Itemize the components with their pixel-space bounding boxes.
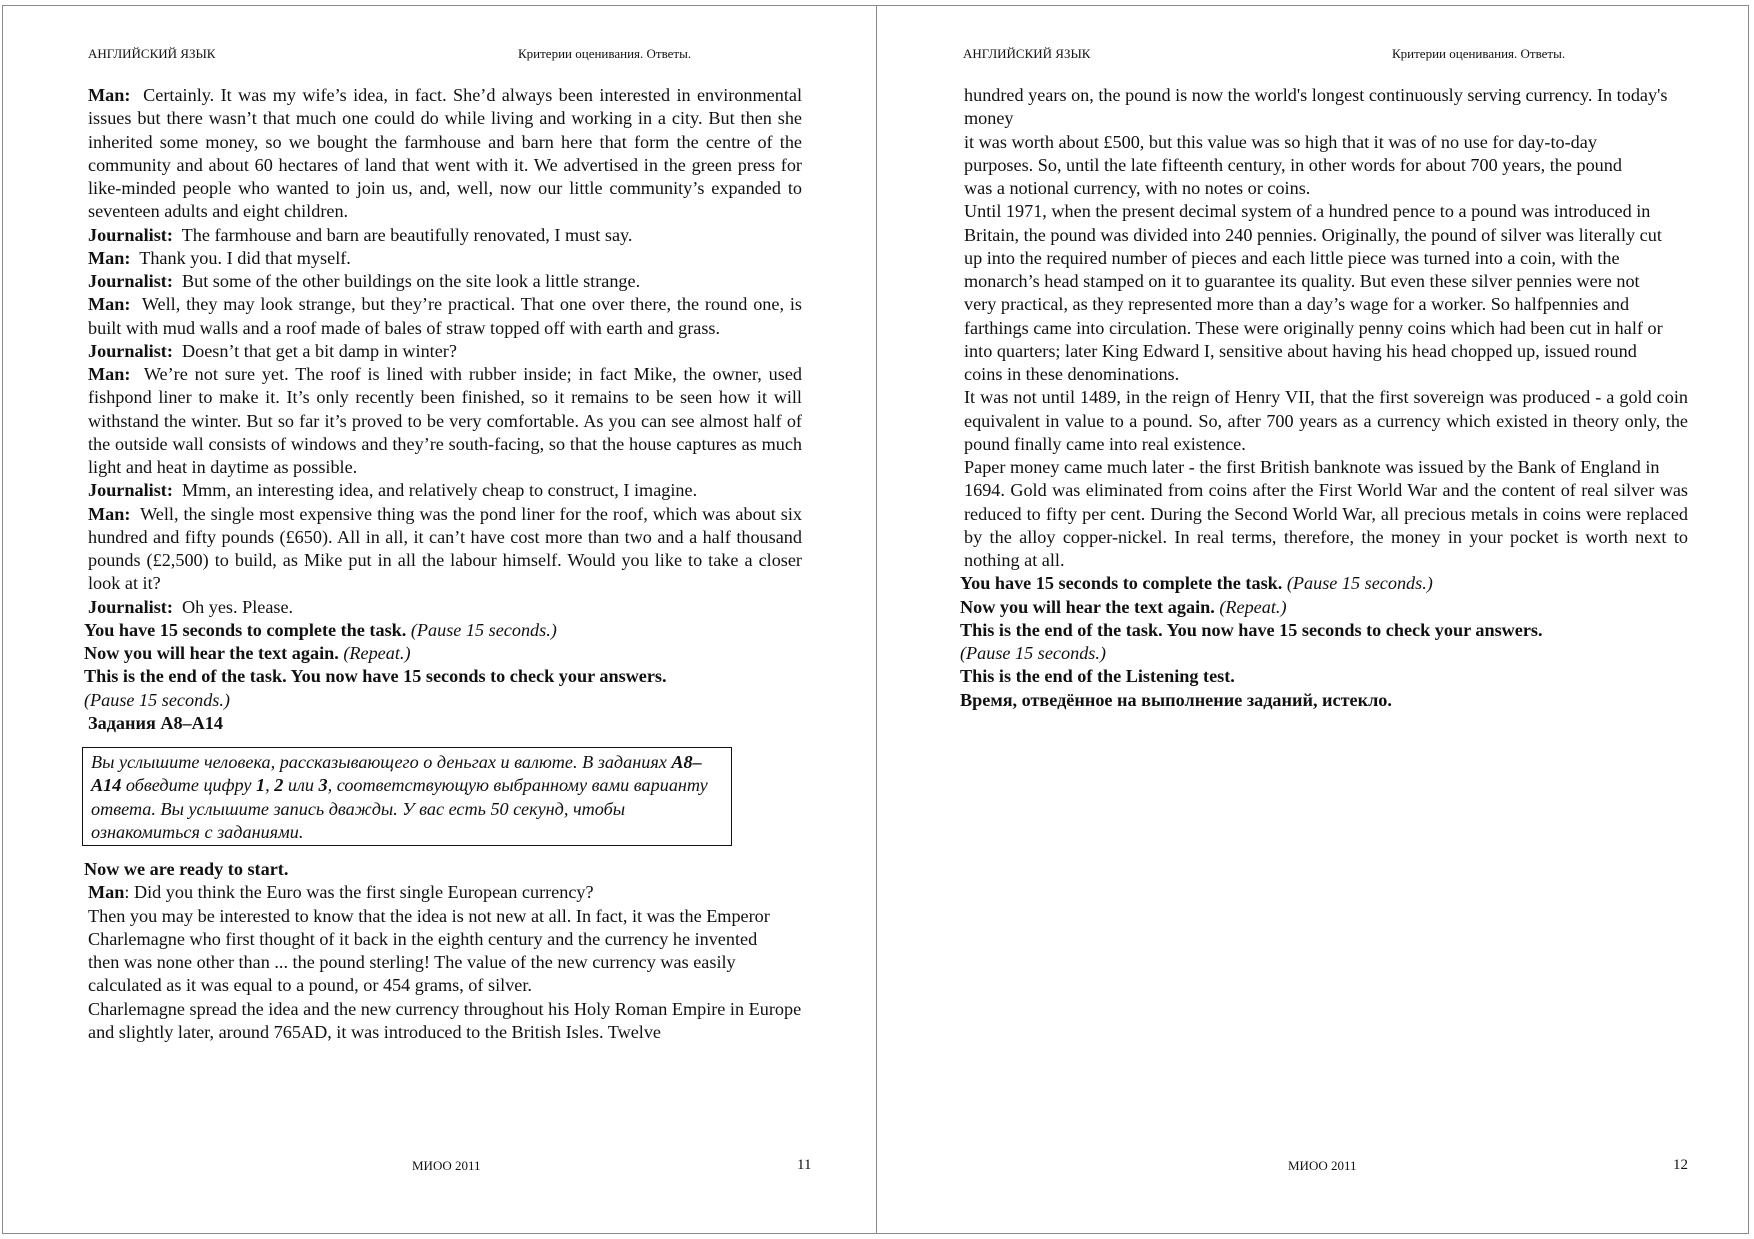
end-of-test-line: This is the end of the Listening test. <box>960 666 1235 687</box>
dialogue-line <box>88 363 802 479</box>
time-up-line: Время, отведённое на выполнение заданий, истекло. <box>960 689 1392 710</box>
page-number: 11 <box>797 1157 812 1173</box>
instruction-italic: (Pause 15 seconds.) <box>84 689 230 710</box>
dialogue-text: Well, they may look strange, but they’re practical. That one over there, the round one, is built with mud walls and a roof made of bales of straw topped off with earth and grass. <box>88 294 802 338</box>
speaker-label: Man: <box>88 503 131 524</box>
dialogue-line <box>88 293 802 340</box>
box-option: 1 <box>256 775 266 796</box>
dialogue-text: Mmm, an interesting idea, and relatively cheap to construct, I imagine. <box>181 480 698 501</box>
instruction-line: This is the end of the task. You now have 15 seconds to check your answers. <box>84 666 667 687</box>
monologue-line: Then you may be interested to know that the idea is not new at all. In fact, it was the Emperor <box>88 905 770 926</box>
dialogue-text: Well, the single most expensive thing was the pond liner for the roof, which was about six hundred and fifty pounds (£650). All in all, it can’t have cost more than two and a half thousand pounds (£2,500) to build, as Mike put in all the labour himself. Would you like to take a closer look at it? <box>88 503 803 594</box>
footer-label: МИОО 2011 <box>1288 1158 1357 1173</box>
monologue-line <box>88 881 802 904</box>
page-right <box>877 0 1753 1239</box>
speaker-label: Journalist: <box>88 224 173 245</box>
dialogue-line <box>88 340 802 363</box>
paragraph: Paper money came much later - the first British banknote was issued by the Bank of England in <box>964 457 1660 477</box>
paragraph: 1694. Gold was eliminated from coins after the First World War and the content of real silver was reduced to fifty per cent. During the Second World War, all precious metals in coins were replaced by the alloy copper-nickel. In real terms, therefore, the money in your pocket is worth next to nothing at all. <box>964 480 1688 570</box>
header-subject: АНГЛИЙСКИЙ ЯЗЫК <box>88 46 216 61</box>
paragraph: It was not until 1489, in the reign of Henry VII, that the first sovereign was produced - a gold coin equivalent in value to a pound. So, after 700 years as a currency which existed in theory only, the pound finally came into real existence. <box>964 387 1688 454</box>
speaker-label: Journalist: <box>88 340 173 361</box>
monologue-line: Charlemagne spread the idea and the new currency throughout his Holy Roman Empire in Europe and slightly later, around 765AD, it was introduced to the British Isles. Twelve <box>88 998 802 1042</box>
instruction-italic: (Pause 15 seconds.) <box>960 643 1106 663</box>
header-title: Критерии оценивания. Ответы. <box>518 46 692 61</box>
dialogue-text: But some of the other buildings on the site look a little strange. <box>181 271 641 291</box>
instruction-italic: (Pause 15 seconds.) <box>410 619 557 640</box>
dialogue-line <box>88 270 802 293</box>
dialogue-line <box>88 596 802 619</box>
monologue-line: Charlemagne who first thought of it back in the eighth century and the currency he invented then was none other than ... the pound sterling! The value of the new currency was easily calculated as it was equal to a pound, or 454 grams, of silver. <box>88 928 758 996</box>
page-number: 12 <box>1673 1157 1688 1173</box>
dialogue-line <box>88 247 802 270</box>
instruction-italic: (Pause 15 seconds.) <box>1286 573 1433 594</box>
box-text: , соответствующую выбранному вами варианту ответа. Вы услышите запись дважды. У вас есть 50 секунд, чтобы ознакомиться с заданиями. <box>91 775 708 842</box>
dialogue-text: We’re not sure yet. The roof is lined with rubber inside; in fact Mike, the owner, used fishpond liner to make it. It’s only recently been finished, so it remains to be seen how it will withstand the winter. But so far it’s proved to be very comfortable. As you can see almost half of the outside wall consists of windows and they’re south-facing, so that the house captures as much light and heat in daytime as possible. <box>88 364 803 477</box>
dialogue-text: Thank you. I did that myself. <box>139 247 351 268</box>
box-task-range: А8–А14 <box>91 752 702 796</box>
monologue-text: : Did you think the Euro was the first single European currency? <box>124 882 594 903</box>
dialogue-line <box>88 224 802 247</box>
speaker-label: Journalist: <box>88 271 173 291</box>
speaker-label: Journalist: <box>88 596 173 617</box>
ready-line: Now we are ready to start. <box>84 859 289 879</box>
instruction-italic: (Repeat.) <box>343 643 411 663</box>
dialogue-line <box>88 503 802 596</box>
left-body <box>84 84 803 1044</box>
box-text: , <box>265 775 275 796</box>
instruction-bold: You have 15 seconds to complete the task. <box>960 573 1283 594</box>
box-text: обведите цифру <box>121 775 257 796</box>
dialogue-text: Certainly. It was my wife’s idea, in fact. She’d always been interested in environmental issues but there wasn’t that much one could do while living and working in a city. But then she inherited some money, so we bought the farmhouse and barn here that form the centre of the community and about 60 hectares of land that went with it. We advertised in the green press for like-minded people who wanted to join us, and, well, now our little community’s expanded to seventeen adults and eight children. <box>88 85 803 222</box>
speaker-label: Man <box>88 882 125 903</box>
dialogue-text: The farmhouse and barn are beautifully renovated, I must say. <box>181 224 633 245</box>
paragraph: it was worth about £500, but this value was so high that it was of no use for day-to-day purposes. So, until the late fifteenth century, in other words for about 700 years, the pound was a notional currency, with no notes or coins. <box>964 131 1622 198</box>
speaker-label: Journalist: <box>88 480 173 501</box>
instruction-bold: Now you will hear the text again. <box>960 596 1215 617</box>
dialogue-line <box>88 479 802 502</box>
paragraph: hundred years on, the pound is now the world's longest continuously serving currency. In today's money <box>964 85 1668 129</box>
speaker-label: Man: <box>88 247 131 268</box>
instruction-line <box>960 596 1688 619</box>
header-title: Критерии оценивания. Ответы. <box>1392 46 1566 61</box>
instruction-line <box>84 642 802 665</box>
instruction-line <box>84 619 802 642</box>
instruction-bold: Now you will hear the text again. <box>84 643 339 663</box>
instruction-line: This is the end of the task. You now have 15 seconds to check your answers. <box>960 619 1543 640</box>
box-text: или <box>283 775 319 796</box>
footer-label: МИОО 2011 <box>412 1158 481 1173</box>
paragraph: Until 1971, when the present decimal system of a hundred pence to a pound was introduced in Britain, the pound was divided into 240 pennies. Originally, the pound of silver was literally cut up into the required number of pieces and each little piece was turned into a coin, with the monarch’s head stamped on it to guarantee its quality. But even these silver pennies were not very practical, as they represented more than a day’s wage for a worker. So halfpennies and farthings came into circulation. These were originally penny coins which had been cut in half or into quarters; later King Edward I, sensitive about having his head chopped up, issued round coins in these denominations. <box>964 201 1663 384</box>
task-instructions-box <box>82 747 732 846</box>
dialogue-text: Oh yes. Please. <box>181 596 294 617</box>
page-left <box>0 0 876 1239</box>
box-option: 2 <box>274 775 284 796</box>
header-subject: АНГЛИЙСКИЙ ЯЗЫК <box>963 46 1091 61</box>
speaker-label: Man: <box>88 294 131 315</box>
instruction-line <box>960 572 1688 595</box>
instruction-bold: You have 15 seconds to complete the task. <box>84 619 407 640</box>
right-body <box>960 84 1688 712</box>
dialogue-text: Doesn’t that get a bit damp in winter? <box>181 340 457 361</box>
instruction-italic: (Repeat.) <box>1219 596 1287 617</box>
tasks-heading: Задания А8–А14 <box>88 712 223 733</box>
speaker-label: Man: <box>88 85 131 105</box>
speaker-label: Man: <box>88 364 131 384</box>
box-option: 3 <box>318 775 328 796</box>
box-text: Вы услышите человека, рассказывающего о деньгах и валюте. В заданиях <box>91 752 672 772</box>
dialogue-line <box>88 84 802 224</box>
